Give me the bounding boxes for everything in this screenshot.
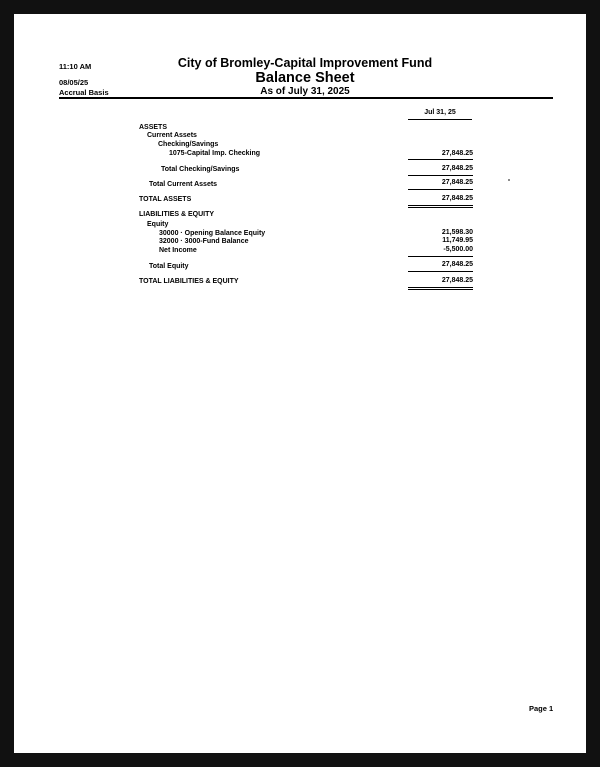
column-header-underline — [408, 119, 472, 120]
subtotal-rule — [408, 189, 473, 190]
current-assets-heading: Current Assets — [147, 132, 197, 139]
total-current-assets-label: Total Current Assets — [149, 181, 218, 188]
assets-heading: ASSETS — [139, 124, 168, 131]
header-divider — [59, 97, 553, 99]
subtotal-rule — [408, 159, 473, 160]
page-number: Page 1 — [529, 704, 554, 713]
total-equity-label: Total Equity — [149, 263, 189, 270]
total-checking-label: Total Checking/Savings — [161, 166, 240, 173]
equity-heading: Equity — [147, 221, 169, 228]
double-rule-bottom — [408, 289, 473, 290]
checking-savings-heading: Checking/Savings — [158, 141, 219, 148]
subtotal-rule — [408, 175, 473, 176]
column-header: Jul 31, 25 — [424, 109, 456, 116]
total-assets-amount: 27,848.25 — [441, 195, 473, 202]
liabilities-equity-heading: LIABILITIES & EQUITY — [139, 211, 215, 218]
fund-balance-amount: 11,749.95 — [442, 237, 473, 244]
double-rule-top — [408, 287, 473, 288]
subtotal-rule — [408, 256, 473, 257]
company-name: City of Bromley-Capital Improvement Fund — [177, 56, 433, 70]
report-title: Balance Sheet — [255, 70, 355, 86]
double-rule-top — [408, 205, 473, 206]
total-liabilities-equity-amount: 27,848.25 — [441, 277, 473, 284]
capital-checking-amount: 27,848.25 — [441, 150, 473, 157]
report-date: 08/05/25 — [59, 78, 89, 87]
opening-balance-label: 30000 · Opening Balance Equity — [159, 230, 266, 237]
total-checking-amount: 27,848.25 — [441, 165, 473, 172]
scan-speck — [508, 179, 510, 181]
total-assets-label: TOTAL ASSETS — [139, 196, 192, 203]
double-rule-bottom — [408, 207, 473, 208]
total-current-assets-amount: 27,848.25 — [441, 179, 473, 186]
net-income-amount: -5,500.00 — [443, 246, 473, 253]
total-equity-amount: 27,848.25 — [441, 261, 473, 268]
opening-balance-amount: 21,598.30 — [441, 229, 473, 236]
capital-checking-label: 1075-Capital Imp. Checking — [169, 150, 261, 157]
report-basis: Accrual Basis — [59, 88, 109, 97]
report-page — [14, 14, 586, 753]
subtotal-rule — [408, 271, 473, 272]
report-period: As of July 31, 2025 — [260, 86, 350, 97]
total-liabilities-equity-label: TOTAL LIABILITIES & EQUITY — [139, 278, 239, 285]
report-time: 11:10 AM — [59, 62, 92, 71]
fund-balance-label: 32000 · 3000-Fund Balance — [159, 238, 249, 245]
net-income-label: Net Income — [159, 247, 197, 254]
